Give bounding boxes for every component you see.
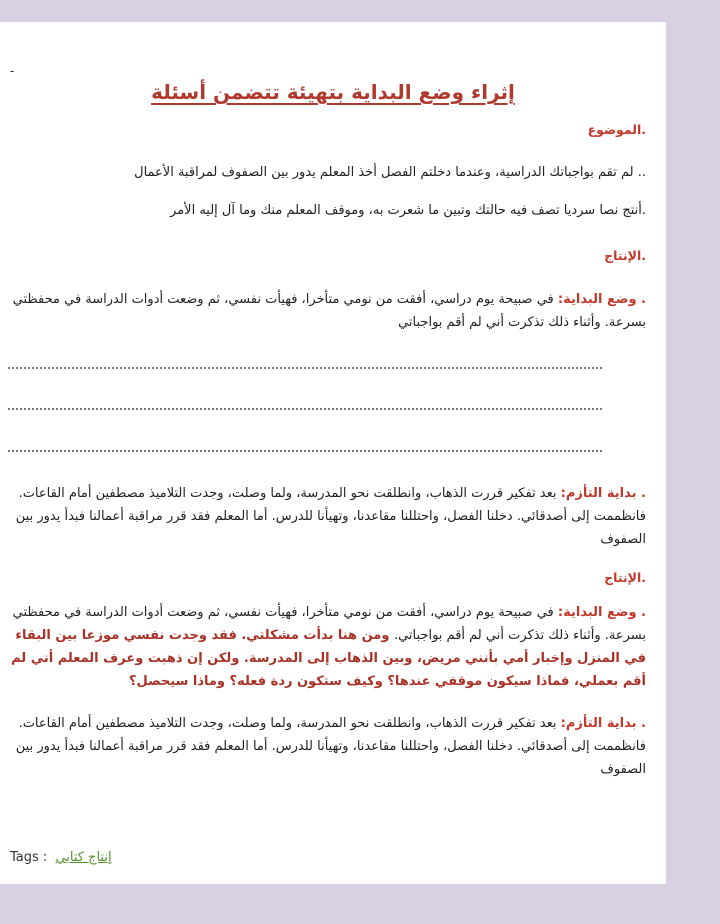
tags-label: Tags :: [10, 850, 48, 865]
blank-line-3: [8, 450, 602, 452]
start-paragraph-1: [8, 288, 646, 334]
document-page: [0, 22, 666, 884]
tag-link[interactable]: إنتاج كتابي: [55, 850, 112, 865]
document-body: [0, 22, 666, 884]
start-text-1: في صبيحة يوم دراسي، أفقت من نومي متأخرا، فهيأت نفسي، ثم وضعت أدوات الدراسة في محفظتي بسرعة. وأثناء ذلك تذكرت أني لم أقم بواجباتي: [12, 292, 646, 330]
tension-paragraph-2: [8, 712, 646, 781]
topic-heading: .الموضوع: [587, 122, 646, 137]
tension-label-1: . بداية التأزم:: [560, 486, 646, 501]
start-label-1: . وضع البداية:: [557, 292, 646, 307]
start-text-2b: ومن هنا بدأت مشكلتي. فقد وجدت نفسي موزعا بين البقاء في المنزل وإخبار أمي بأنني مريض، وبين الذهاب إلى المدرسة. ولكن إن ذهبت وعرف المعلم أني لم أقم بعملي، فماذا سيكون موقفي عندها؟ وكيف ستكون ردة فعله؟ وماذا سيحصل؟: [11, 628, 646, 689]
production-heading-2: .الإنتاج: [604, 570, 646, 585]
start-paragraph-2: [8, 601, 646, 693]
blank-line-2: [8, 408, 602, 410]
corner-mark: -: [10, 64, 15, 78]
page-title: إثراء وضع البداية بتهيئة تتضمن أسئلة: [151, 80, 515, 104]
start-label-2: . وضع البداية:: [557, 605, 646, 620]
tension-paragraph-1: [8, 482, 646, 551]
tags-footer: [10, 850, 112, 865]
tension-label-2: . بداية التأزم:: [560, 716, 646, 731]
tension-text-1: بعد تفكير قررت الذهاب، وانطلقت نحو المدرسة، ولما وصلت، وجدت التلاميذ مصطفين أمام القاعات. فانظممت إلى أصدقائي. دخلنا الفصل، واحتللنا مقاعدنا، وتهيأنا للدرس. أما المعلم فقد قرر مراقبة أعمالنا فبدأ يدور بين الصفوف: [15, 486, 646, 547]
start-text-2a: في صبيحة يوم دراسي، أفقت من نومي متأخرا، فهيأت نفسي، ثم وضعت أدوات الدراسة في محفظتي بسرعة. وأثناء ذلك تذكرت أني لم أقم بواجباتي.: [12, 605, 646, 643]
tension-text-2: بعد تفكير قررت الذهاب، وانطلقت نحو المدرسة، ولما وصلت، وجدت التلاميذ مصطفين أمام القاعات. فانظممت إلى أصدقائي. دخلنا الفصل، واحتللنا مقاعدنا، وتهيأنا للدرس. أما المعلم فقد قرر مراقبة أعمالنا فبدأ يدور بين الصفوف: [15, 716, 646, 777]
topic-line-1: .. لم تقم بواجباتك الدراسية، وعندما دخلتم الفصل أخذ المعلم يدور بين الصفوف لمراقبة الأعمال: [134, 165, 646, 180]
production-heading-1: .الإنتاج: [604, 248, 646, 263]
topic-line-2: .أنتج نصا سرديا تصف فيه حالتك وتبين ما شعرت به، وموقف المعلم منك وما آل إليه الأمر: [170, 203, 646, 218]
blank-line-1: [8, 367, 602, 369]
